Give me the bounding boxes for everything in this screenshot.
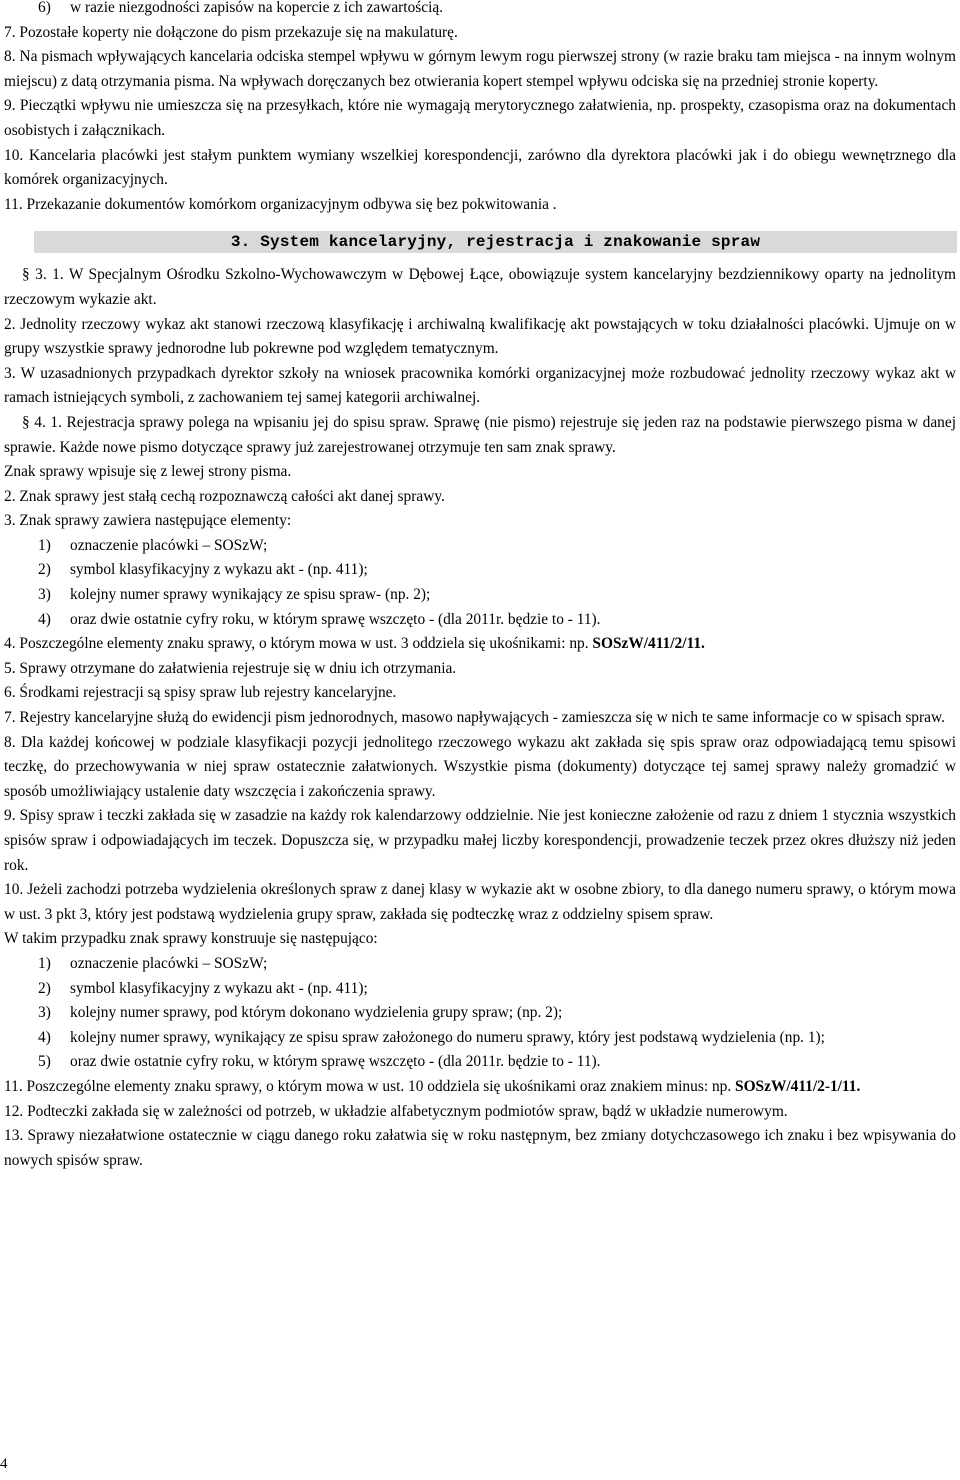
paragraph: 5. Sprawy otrzymane do załatwienia rejestruje się w dniu ich otrzymania. bbox=[4, 659, 457, 677]
paragraph bbox=[4, 632, 956, 657]
list-text: oznaczenie placówki – SOSzW; bbox=[70, 954, 268, 972]
case-mark-example: SOSzW/411/2/11. bbox=[592, 635, 705, 653]
list-item bbox=[4, 977, 956, 1002]
page-number: 4 bbox=[0, 1456, 8, 1472]
list-number: 2) bbox=[38, 561, 51, 579]
list-number: 5) bbox=[38, 1053, 51, 1071]
paragraph bbox=[4, 1075, 956, 1100]
paragraph-text: 4. Poszczególne elementy znaku sprawy, o którym mowa w ust. 3 oddziela się ukośnikami: np. bbox=[4, 635, 593, 653]
list-text: kolejny numer sprawy wynikający ze spisu spraw- (np. 2); bbox=[70, 586, 431, 604]
paragraph: W takim przypadku znak sprawy konstruuje się następująco: bbox=[4, 930, 378, 948]
list-number: 3) bbox=[38, 1004, 51, 1022]
list-number: 3) bbox=[38, 586, 51, 604]
list-text: symbol klasyfikacyjny z wykazu akt - (np. 411); bbox=[70, 979, 368, 997]
list-number: 1) bbox=[38, 954, 51, 972]
list-item bbox=[4, 0, 956, 21]
list-text: symbol klasyfikacyjny z wykazu akt - (np. 411); bbox=[70, 561, 368, 579]
list-item bbox=[4, 1050, 956, 1075]
list-item bbox=[4, 558, 956, 583]
paragraph: 10. Jeżeli zachodzi potrzeba wydzielenia określonych spraw z danej klasy w wykazie akt w osobne zbiory, to dla danego numeru sprawy, o którym mowa w ust. 3 pkt 3, który jest podstawą wydzielenia grupy spraw, zakłada się podteczkę wraz z oddzielny spisem spraw. bbox=[4, 881, 956, 923]
list-text: oraz dwie ostatnie cyfry roku, w którym sprawę wszczęto - (dla 2011r. będzie to - 11). bbox=[70, 610, 601, 628]
element-list bbox=[4, 952, 956, 1075]
paragraph: 8. Na pismach wpływających kancelaria odciska stempel wpływu w górnym lewym rogu pierwszej strony (w razie braku tam miejsca - na innym wolnym miejscu) z datą otrzymania pisma. Na wpływach doręczanych bez otwierania kopert stempel wpływu odciska się na przedniej stronie koperty. bbox=[4, 48, 956, 90]
paragraph: 13. Sprawy niezałatwione ostatecznie w ciągu danego roku załatwia się w roku następnym, bez zmiany dotychczasowego ich znaku i bez wpisywania do nowych spisów spraw. bbox=[4, 1127, 956, 1169]
list-text: oraz dwie ostatnie cyfry roku, w którym sprawę wszczęto - (dla 2011r. będzie to - 11). bbox=[70, 1053, 601, 1071]
paragraph: 3. W uzasadnionych przypadkach dyrektor szkoły na wniosek pracownika komórki organizacyjnej może rozbudować jednolity rzeczowy wykaz akt w ramach istniejących symboli, z zachowaniem tej samej kategorii archiwalnej. bbox=[4, 364, 956, 407]
paragraph: 2. Jednolity rzeczowy wykaz akt stanowi rzeczową klasyfikację i archiwalną kwalifikację akt powstających w toku działalności placówki. Ujmuje on w grupy wszystkie sprawy jednorodne lub pokrewne pod względem tematycznym. bbox=[4, 315, 956, 358]
list-number: 4) bbox=[38, 1028, 51, 1046]
paragraph: 6. Środkami rejestracji są spisy spraw lub rejestry kancelaryjne. bbox=[4, 684, 397, 702]
paragraph: § 4. 1. Rejestracja sprawy polega na wpisaniu jej do spisu spraw. Sprawę (nie pismo) rejestruje się jeden raz na podstawie pierwszego pisma w danej sprawie. Każde nowe pismo dotyczące sprawy już zarejestrowanej otrzymuje ten sam znak sprawy. bbox=[4, 413, 956, 456]
paragraph: 2. Znak sprawy jest stałą cechą rozpoznawczą całości akt danej sprawy. bbox=[4, 487, 445, 505]
list-item bbox=[4, 952, 956, 977]
list-item bbox=[4, 583, 956, 608]
list-text: w razie niezgodności zapisów na kopercie z ich zawartością. bbox=[70, 0, 444, 16]
list-item bbox=[4, 1026, 956, 1051]
list-item bbox=[4, 608, 956, 633]
paragraph: 10. Kancelaria placówki jest stałym punktem wymiany wszelkiej korespondencji, zarówno dla dyrektora placówki jak i do obiegu wewnętrznego dla komórek organizacyjnych. bbox=[4, 146, 956, 189]
paragraph: 7. Rejestry kancelaryjne służą do ewidencji pism jednorodnych, masowo napływających - zamieszcza się w nich te same informacje co w spisach spraw. bbox=[4, 709, 945, 727]
paragraph: 3. Znak sprawy zawiera następujące elementy: bbox=[4, 512, 292, 530]
element-list bbox=[4, 534, 956, 632]
paragraph: 11. Przekazanie dokumentów komórkom organizacyjnym odbywa się bez pokwitowania . bbox=[4, 195, 557, 213]
section-heading: 3. System kancelaryjny, rejestracja i znakowanie spraw bbox=[34, 231, 957, 253]
paragraph-text: 11. Poszczególne elementy znaku sprawy, o którym mowa w ust. 10 oddziela się ukośnikami oraz znakiem minus: np. bbox=[4, 1077, 736, 1095]
paragraph: 8. Dla każdej końcowej w podziale klasyfikacji pozycji jednolitego rzeczowego wykazu akt zakłada się spis spraw oraz odpowiadającą temu spisowi teczkę, do przechowywania w niej spraw ostatecznie załatwionych. Wszystkie pisma (dokumenty) dotyczące tej samej sprawy należy gromadzić w sposób umożliwiający ustalenie daty wszczęcia i zakończenia sprawy. bbox=[4, 733, 956, 800]
paragraph: § 3. 1. W Specjalnym Ośrodku Szkolno-Wychowawczym w Dębowej Łące, obowiązuje system kancelaryjny bezdziennikowy oparty na jednolitym rzeczowym wykazie akt. bbox=[4, 266, 956, 308]
list-item bbox=[4, 534, 956, 559]
paragraph: Znak sprawy wpisuje się z lewej strony pisma. bbox=[4, 463, 292, 481]
case-mark-example: SOSzW/411/2-1/11. bbox=[735, 1077, 861, 1095]
list-number: 6) bbox=[38, 0, 51, 16]
list-number: 1) bbox=[38, 536, 51, 554]
paragraph: 12. Podteczki zakłada się w zależności od potrzeb, w układzie alfabetycznym podmiotów spraw, bądź w układzie numerowym. bbox=[4, 1102, 788, 1120]
paragraph: 7. Pozostałe koperty nie dołączone do pism przekazuje się na makulaturę. bbox=[4, 23, 458, 41]
list-text: oznaczenie placówki – SOSzW; bbox=[70, 536, 268, 554]
list-text: kolejny numer sprawy, pod którym dokonano wydzielenia grupy spraw; (np. 2); bbox=[70, 1004, 563, 1022]
list-text: kolejny numer sprawy, wynikający ze spisu spraw założonego do numeru sprawy, który jest podstawą wydzielenia (np. 1); bbox=[70, 1028, 825, 1046]
paragraph: 9. Spisy spraw i teczki zakłada się w zasadzie na każdy rok kalendarzowy oddzielnie. Nie jest konieczne założenie od razu z dniem 1 stycznia wszystkich spisów spraw i odpowiadających im teczek. Dopuszcza się, w przypadku małej liczby korespondencji, prowadzenie teczek przez okres dłuższy niż jeden rok. bbox=[4, 807, 956, 874]
list-number: 4) bbox=[38, 610, 51, 628]
list-number: 2) bbox=[38, 979, 51, 997]
paragraph: 9. Pieczątki wpływu nie umieszcza się na przesyłkach, które nie wymagają merytorycznego załatwienia, np. prospekty, czasopisma oraz na dokumentach osobistych i załącznikach. bbox=[4, 97, 956, 139]
list-item bbox=[4, 1001, 956, 1026]
document-page bbox=[4, 0, 956, 1173]
